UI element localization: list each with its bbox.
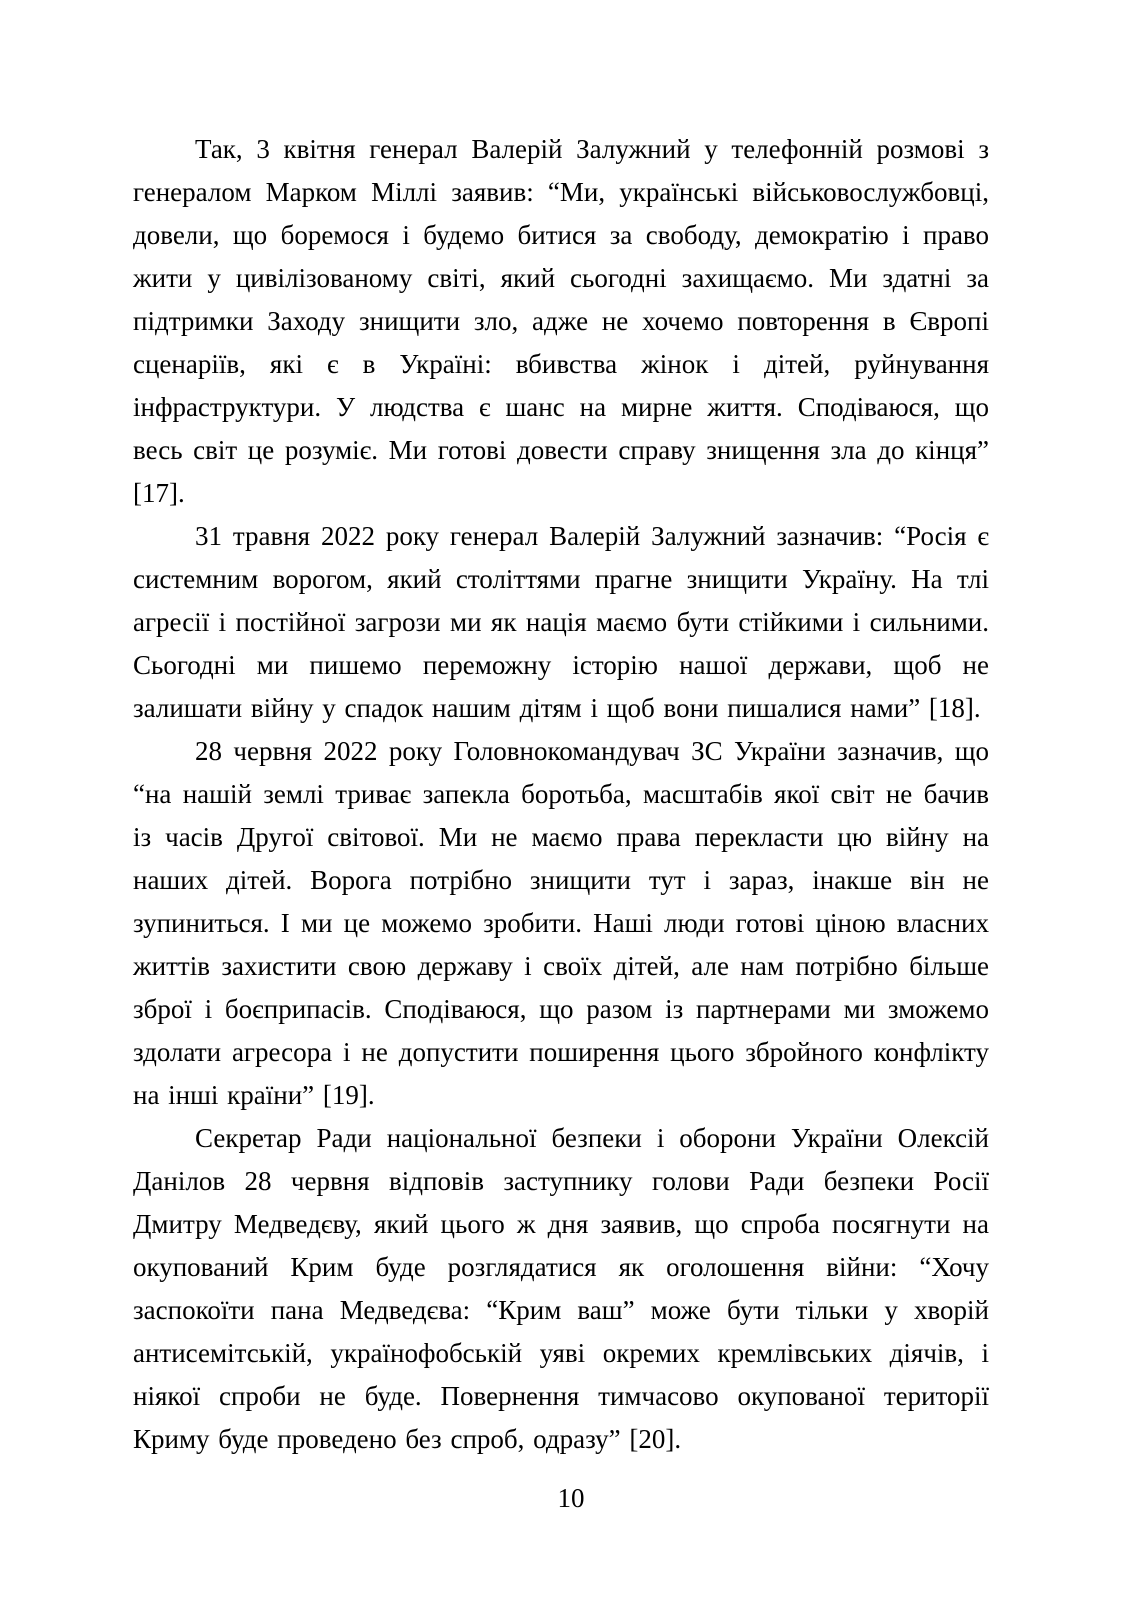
page-number: 10 [557,1483,585,1513]
paragraph-1: Так, 3 квітня генерал Валерій Залужний у телефонній розмові з генералом Марком Міллі заявив: “Ми, українські військовослужбовці, довели, що боремося і будемо битися за свободу, демократію і право жити у цивілізованому світі, який сьогодні захищаємо. Ми здатні за підтримки Заходу знищити зло, адже не хочемо повторення в Європі сценаріїв, які є в Україні: вбивства жінок і дітей, руйнування інфраструктури. У людства є шанс на мирне життя. Сподіваюся, що весь світ це розуміє. Ми готові довести справу знищення зла до кінця” [17]. [133,134,989,508]
paragraph-4: Секретар Ради національної безпеки і оборони України Олексій Данілов 28 червня відповів заступнику голови Ради безпеки Росії Дмитру Медведєву, який цього ж дня заявив, що спроба посягнути на окупований Крим буде розглядатися як оголошення війни: “Хочу заспокоїти пана Медведєва: “Крим ваш” може бути тільки у хворій антисемітській, українофобській уяві окремих кремлівських діячів, і ніякої спроби не буде. Повернення тимчасово окупованої території Криму буде проведено без спроб, одразу” [20]. [133,1123,989,1454]
text-block [133,128,989,1461]
paragraph-2: 31 травня 2022 року генерал Валерій Залужний зазначив: “Росія є системним ворогом, який століттями прагне знищити Україну. На тлі агресії і постійної загрози ми як нація маємо бути стійкими і сильними. Сьогодні ми пишемо переможну історію нашої держави, щоб не залишати війну у спадок нашим дітям і щоб вони пишалися нами” [18]. [133,521,989,723]
paragraph-3: 28 червня 2022 року Головнокомандувач ЗС України зазначив, що “на нашій землі триває запекла боротьба, масштабів якої світ не бачив із часів Другої світової. Ми не маємо права перекласти цю війну на наших дітей. Ворога потрібно знищити тут і зараз, інакше він не зупиниться. І ми це можемо зробити. Наші люди готові ціною власних життів захистити свою державу і своїх дітей, але нам потрібно більше зброї і боєприпасів. Сподіваюся, що разом із партнерами ми зможемо здолати агресора і не допустити поширення цього збройного конфлікту на інші країни” [19]. [133,736,989,1110]
